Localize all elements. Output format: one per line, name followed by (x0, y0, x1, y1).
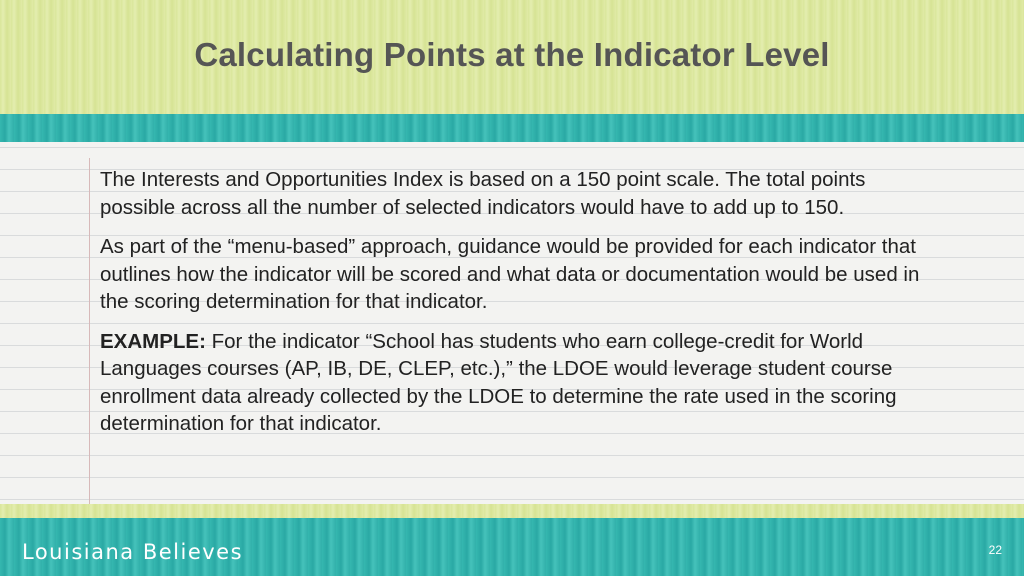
paragraph-example (100, 328, 930, 438)
paragraph-scale: The Interests and Opportunities Index is based on a 150 point scale. The total points possible across all the number of selected indicators would have to add up to 150. (100, 168, 866, 219)
page-number: 22 (988, 543, 1002, 557)
margin-line (89, 158, 90, 508)
example-label: EXAMPLE: (100, 329, 206, 353)
slide-body (100, 166, 930, 450)
paragraph-menu-approach: As part of the “menu-based” approach, guidance would be provided for each indicator that outlines how the indicator will be scored and what data or documentation would be used in the scoring determination for that indicator. (100, 235, 920, 313)
slide-title: Calculating Points at the Indicator Level (194, 36, 830, 73)
example-text: For the indicator “School has students who earn college-credit for World Languages courses (AP, IB, DE, CLEP, etc.),” the LDOE would leverage student course enrollment data already collected by the LDOE to determine the rate used in the scoring determination for that indicator. (100, 329, 897, 435)
brand-logo-text: Louisiana Believes (22, 540, 244, 564)
